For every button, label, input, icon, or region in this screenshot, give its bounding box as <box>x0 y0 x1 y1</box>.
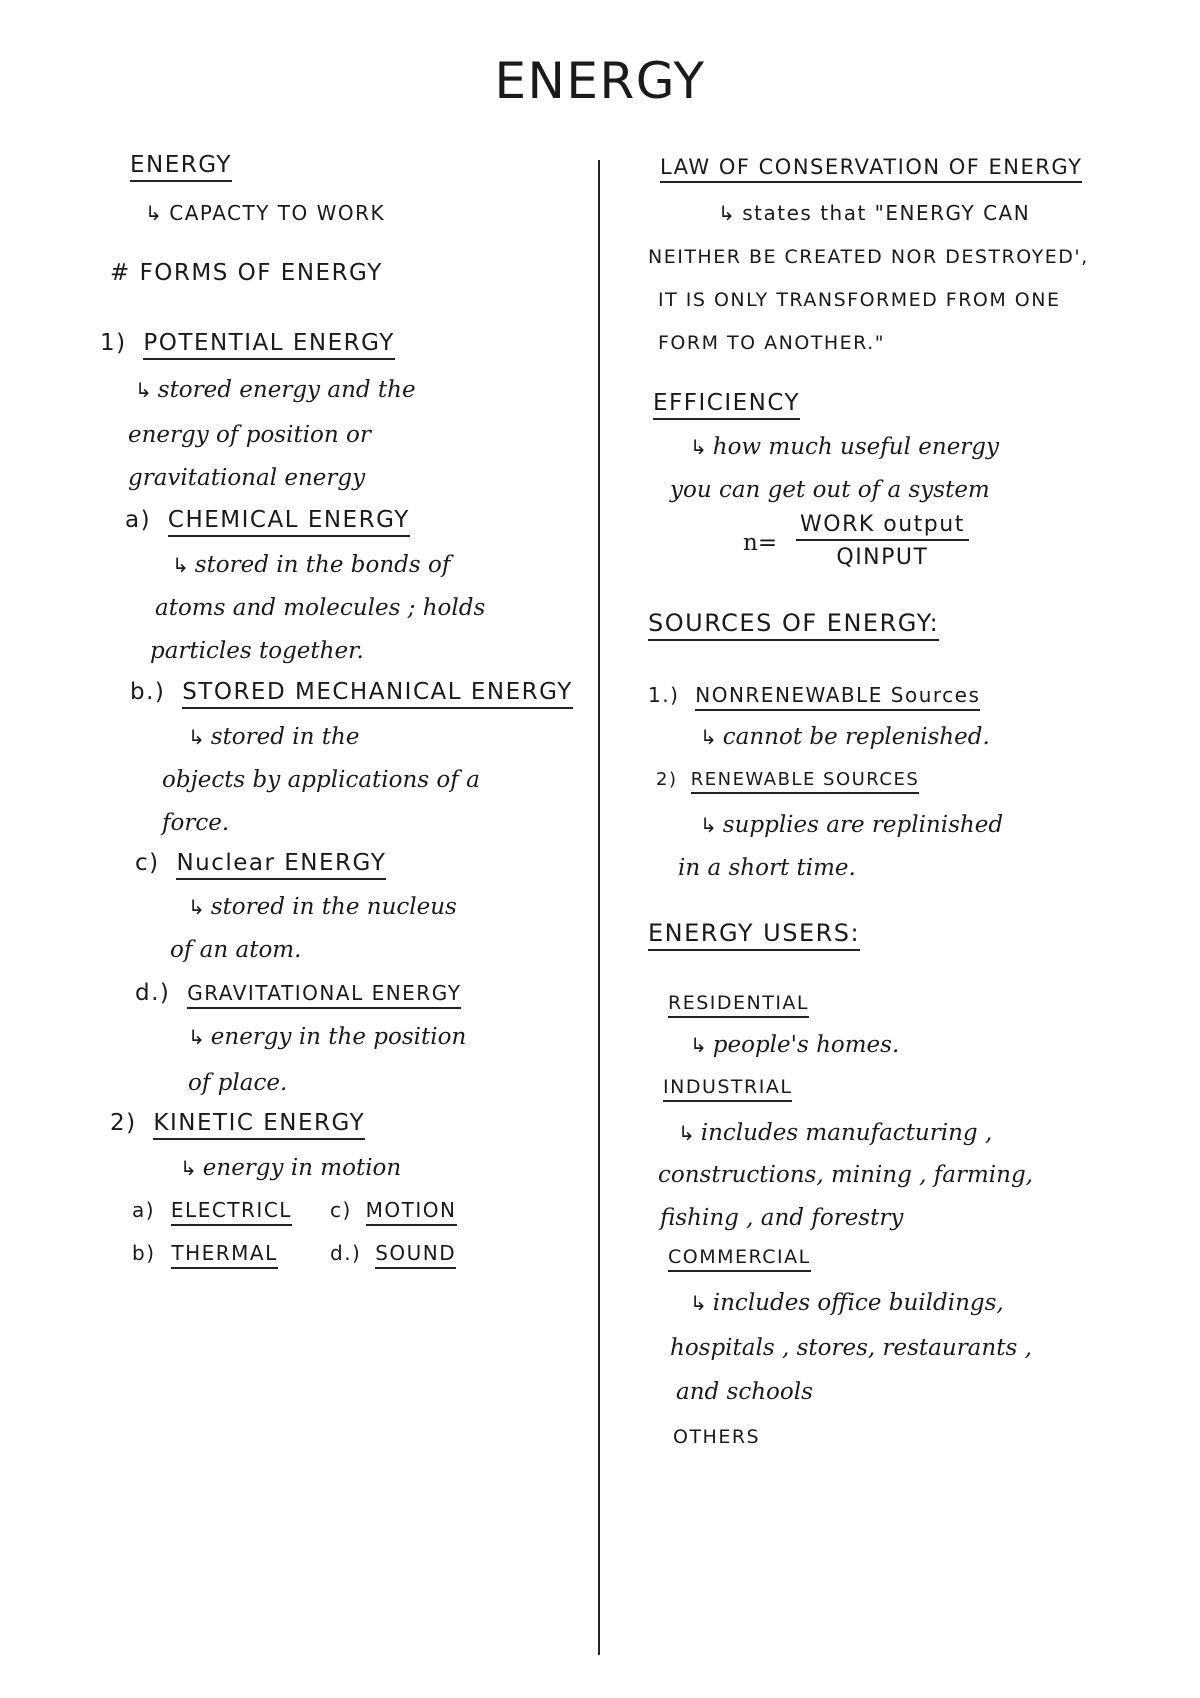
efficiency-def-line: ↳ how much useful energy <box>690 434 1000 460</box>
arrow-icon: ↳ <box>690 435 707 459</box>
others-heading: OTHERS <box>673 1426 761 1448</box>
law-line: ↳ states that "ENERGY CAN <box>718 201 1031 225</box>
potential-def-line: gravitational energy <box>128 465 366 491</box>
nonrenewable-heading: 1.) NONRENEWABLE Sources <box>648 680 980 710</box>
arrow-icon: ↳ <box>172 553 189 577</box>
industrial-def-line: ↳ includes manufacturing , <box>678 1120 993 1146</box>
commercial-def-line: ↳ includes office buildings, <box>690 1290 1004 1316</box>
industrial-def-line: fishing , and forestry <box>660 1205 904 1231</box>
renewable-heading: 2) RENEWABLE SOURCES <box>656 765 919 795</box>
kinetic-def: ↳ energy in motion <box>180 1155 402 1181</box>
potential-def-line: ↳ stored energy and the <box>135 377 416 403</box>
law-line: IT IS ONLY TRANSFORMED FROM ONE <box>658 289 1061 311</box>
chemical-energy-heading: a) CHEMICAL ENERGY <box>125 505 410 535</box>
commercial-heading: COMMERCIAL <box>668 1242 811 1272</box>
commercial-def-line: and schools <box>676 1379 813 1405</box>
arrow-icon: ↳ <box>188 1025 205 1049</box>
mechanical-def-line: force. <box>162 810 230 836</box>
arrow-icon: ↳ <box>135 378 152 402</box>
commercial-def-line: hospitals , stores, restaurants , <box>670 1335 1032 1361</box>
gravitational-def-line: ↳ energy in the position <box>188 1024 467 1050</box>
kinetic-energy-heading: 2) KINETIC ENERGY <box>110 1108 365 1138</box>
arrow-icon: ↳ <box>145 201 164 225</box>
energy-heading: ENERGY <box>130 150 232 180</box>
efficiency-formula-fraction <box>796 512 969 570</box>
arrow-icon: ↳ <box>180 1156 197 1180</box>
sources-heading: SOURCES OF ENERGY: <box>648 608 939 638</box>
nuclear-def-line: of an atom. <box>170 937 302 963</box>
column-divider <box>598 160 600 1655</box>
potential-def-line: energy of position or <box>128 422 371 448</box>
mechanical-energy-heading: b.) STORED MECHANICAL ENERGY <box>130 677 573 707</box>
law-heading: LAW OF CONSERVATION OF ENERGY <box>660 152 1082 182</box>
arrow-icon: ↳ <box>690 1291 707 1315</box>
gravitational-energy-heading: d.) GRAVITATIONAL ENERGY <box>135 978 461 1008</box>
law-line: NEITHER BE CREATED NOR DESTROYED', <box>648 246 1089 268</box>
arrow-icon: ↳ <box>690 1033 707 1057</box>
kinetic-type-item: d.) SOUND <box>330 1238 456 1268</box>
arrow-icon: ↳ <box>700 725 717 749</box>
nuclear-def-line: ↳ stored in the nucleus <box>188 894 457 920</box>
formula-numerator: WORK output <box>796 512 969 541</box>
industrial-def-line: constructions, mining , farming, <box>658 1162 1033 1188</box>
law-line: FORM TO ANOTHER." <box>658 332 885 354</box>
nonrenewable-def: ↳ cannot be replenished. <box>700 724 990 750</box>
arrow-icon: ↳ <box>700 813 717 837</box>
chemical-def-line: particles together. <box>150 638 364 664</box>
industrial-heading: INDUSTRIAL <box>663 1072 792 1102</box>
chemical-def-line: ↳ stored in the bonds of <box>172 552 451 578</box>
arrow-icon: ↳ <box>188 895 205 919</box>
renewable-def-line: ↳ supplies are replinished <box>700 812 1004 838</box>
kinetic-type-item: b) THERMAL <box>132 1238 278 1268</box>
potential-energy-heading: 1) POTENTIAL ENERGY <box>100 328 395 358</box>
chemical-def-line: atoms and molecules ; holds <box>155 595 486 621</box>
renewable-def-line: in a short time. <box>678 855 856 881</box>
page-title: ENERGY <box>494 52 706 110</box>
residential-def: ↳ people's homes. <box>690 1032 900 1058</box>
nuclear-energy-heading: c) Nuclear ENERGY <box>135 848 386 878</box>
efficiency-def-line: you can get out of a system <box>670 477 990 503</box>
users-heading: ENERGY USERS: <box>648 918 860 948</box>
mechanical-def-line: objects by applications of a <box>162 767 480 793</box>
formula-denominator: QINPUT <box>836 545 929 570</box>
forms-heading: # FORMS OF ENERGY <box>110 260 383 286</box>
kinetic-type-item: a) ELECTRICL <box>132 1195 292 1225</box>
efficiency-heading: EFFICIENCY <box>653 388 800 418</box>
arrow-icon: ↳ <box>678 1121 695 1145</box>
kinetic-type-item: c) MOTION <box>330 1195 457 1225</box>
mechanical-def-line: ↳ stored in the <box>188 724 360 750</box>
energy-definition: ↳ CAPACTY TO WORK <box>145 201 386 225</box>
gravitational-def-line: of place. <box>188 1070 288 1096</box>
efficiency-formula-lhs: n= <box>743 530 778 556</box>
residential-heading: RESIDENTIAL <box>668 988 809 1018</box>
arrow-icon: ↳ <box>718 201 737 225</box>
arrow-icon: ↳ <box>188 725 205 749</box>
